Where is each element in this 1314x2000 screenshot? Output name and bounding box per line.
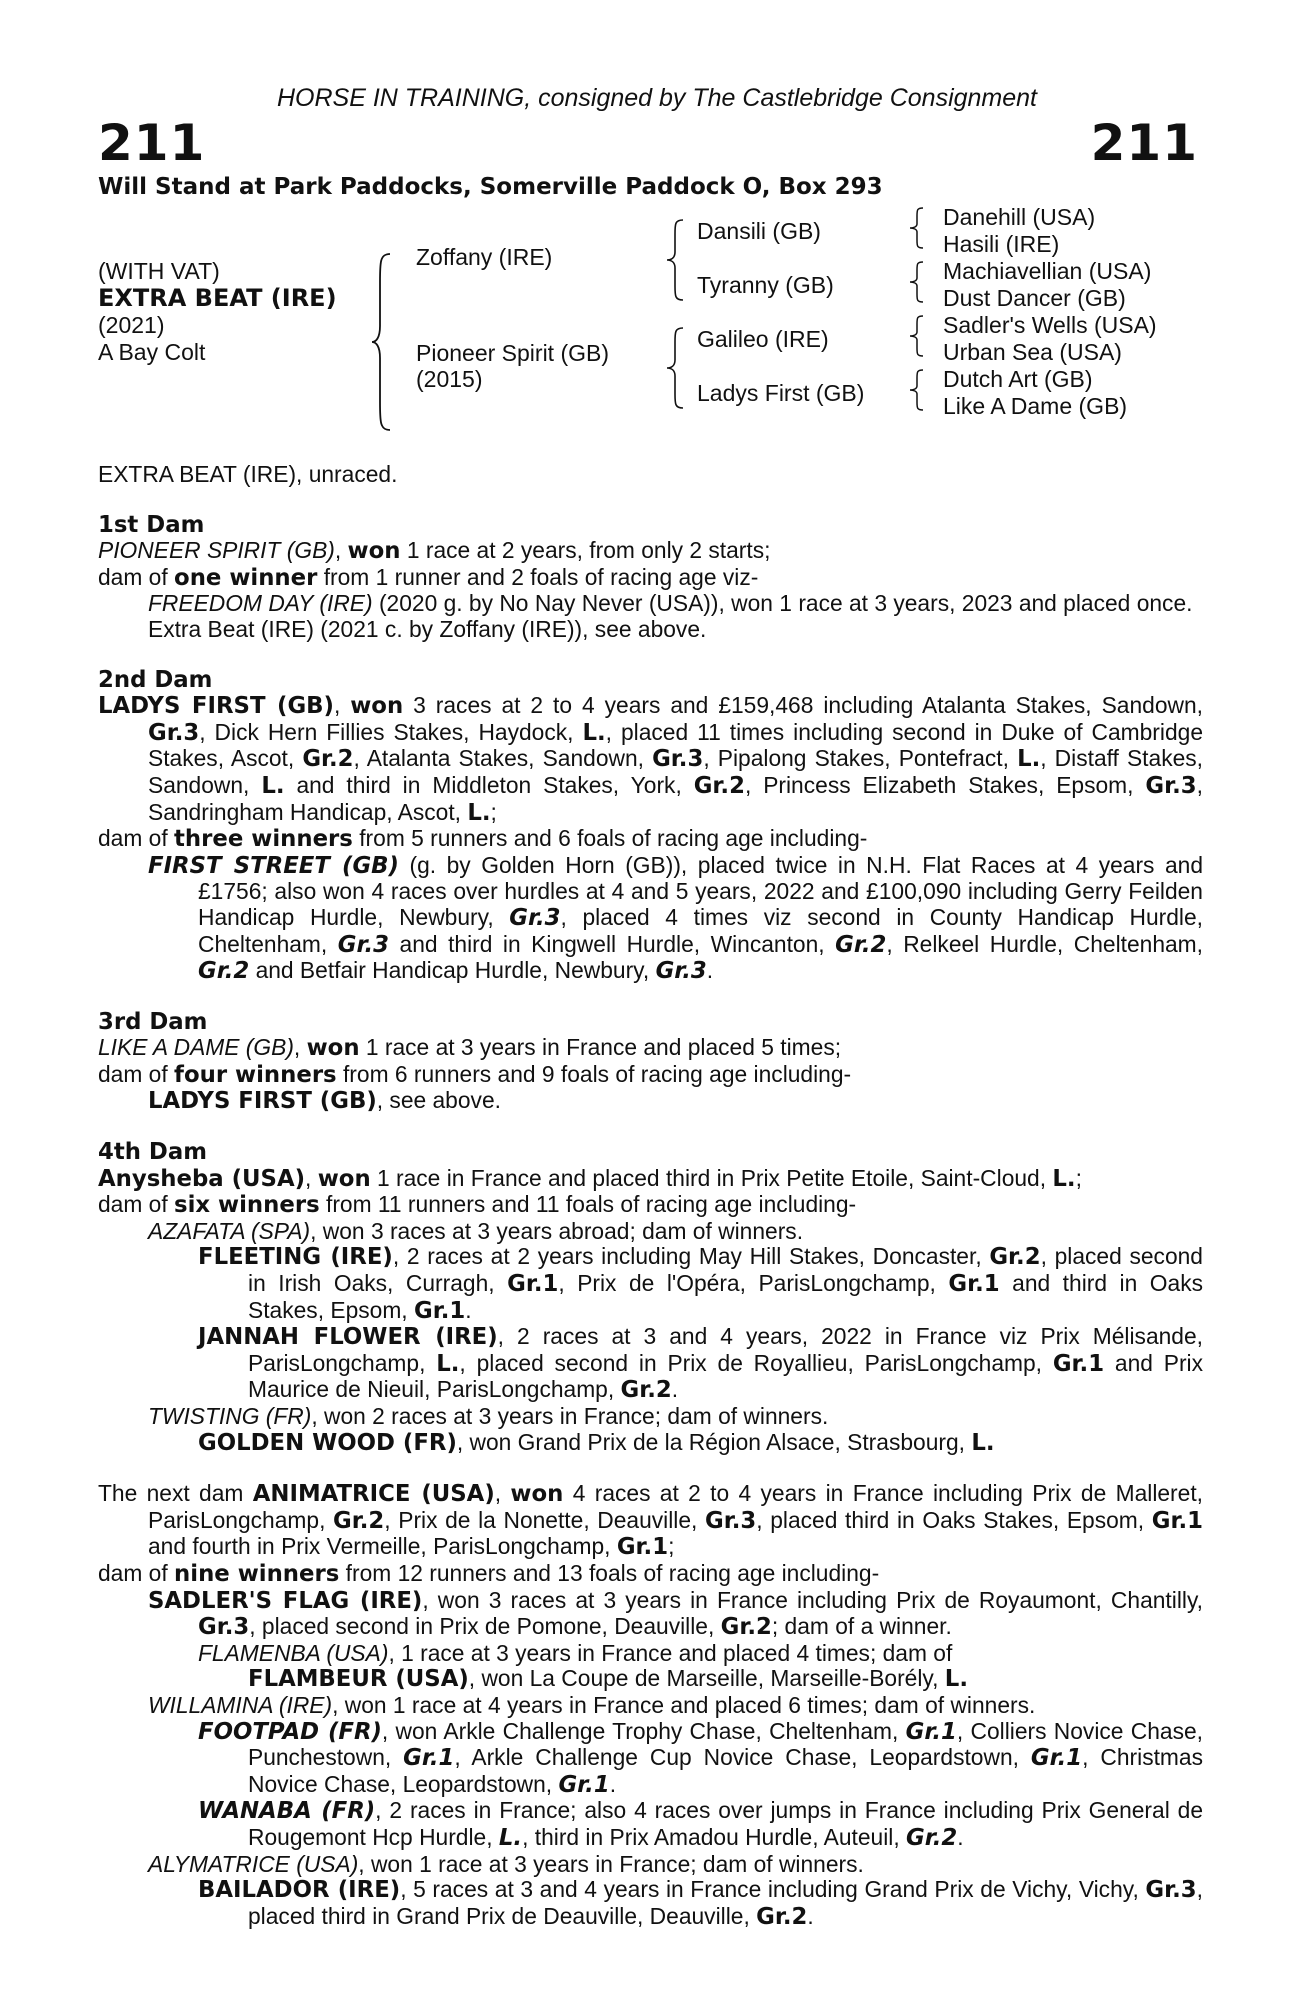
produce-entry: SADLER'S FLAG (IRE), won 3 races at 3 years in France including Prix de Royaumont, Chantilly, Gr.3, placed second in Prix de Pomone, Deauville, Gr.2; dam of a winner. — [148, 1586, 1203, 1641]
sire-sire: Dansili (GB) — [697, 218, 821, 244]
next-dam-line: The next dam ANIMATRICE (USA), won 4 races at 2 to 4 years in France including Prix de Malleret, ParisLongchamp, Gr.2, Prix de la Nonette, Deauville, Gr.3, placed third in Oaks Stakes, Epsom, Gr.1 and fourth in Prix Vermeille, ParisLongchamp, Gr.1; — [98, 1480, 1203, 1561]
second-dam-produce-line: dam of three winners from 5 runners and 6 foals of racing age including- — [98, 825, 868, 853]
produce-entry: GOLDEN WOOD (FR), won Grand Prix de la Région Alsace, Strasbourg, L. — [198, 1428, 995, 1456]
produce-entry: FLAMENBA (USA), 1 race at 3 years in France and placed 4 times; dam of FLAMBEUR (USA), won La Coupe de Marseille, Marseille-Borély, L. — [198, 1639, 968, 1693]
second-dam-line: LADYS FIRST (GB), won 3 races at 2 to 4 years and £159,468 including Atalanta Stakes, Sandown, Gr.3, Dick Hern Fillies Stakes, Haydock, L., placed 11 times including second in Duke of Cambridge Stakes, Ascot, Gr.2, Atalanta Stakes, Sandown, Gr.3, Pipalong Stakes, Pontefract, L., Distaff Stakes, Sandown, L. and third in Middleton Stakes, York, Gr.2, Princess Elizabeth Stakes, Epsom, Gr.3, Sandringham Handicap, Ascot, L.; — [98, 692, 1203, 826]
third-dam-produce-line: dam of four winners from 6 runners and 9 foals of racing age including- — [98, 1060, 852, 1088]
produce-entry: FIRST STREET (GB) (g. by Golden Horn (GB)), placed twice in N.H. Flat Races at 4 years and £1756; also won 4 races over hurdles at 4 and 5 years, 2022 and £100,090 including Gerry Feilden Handicap Hurdle, Newbury, Gr.3, placed 4 times viz second in County Handicap Hurdle, Cheltenham, Gr.3 and third in Kingwell Hurdle, Wincanton, Gr.2, Relkeel Hurdle, Cheltenham, Gr.2 and Betfair Handicap Hurdle, Newbury, Gr.3. — [148, 851, 1204, 985]
stand-location: Will Stand at Park Paddocks, Somerville Paddock O, Box 293 — [98, 174, 883, 200]
first-dam-produce-line: dam of one winner from 1 runner and 2 foals of racing age viz- — [98, 563, 759, 591]
ss-dam: Hasili (IRE) — [943, 231, 1060, 257]
first-dam-heading: 1st Dam — [98, 511, 205, 538]
fourth-dam-produce-line: dam of six winners from 11 runners and 11 foals of racing age including- — [98, 1191, 857, 1219]
sire-dam: Tyranny (GB) — [697, 272, 834, 298]
produce-entry: FREEDOM DAY (IRE) (2020 g. by No Nay Never (USA)), won 1 race at 3 years, 2023 and placed once. — [148, 590, 1193, 617]
lot-number-left: 211 — [98, 114, 206, 172]
dam-sire: Galileo (IRE) — [697, 326, 829, 352]
produce-entry: AZAFATA (SPA), won 3 races at 3 years abroad; dam of winners. — [148, 1217, 804, 1244]
sire-name: Zoffany (IRE) — [416, 244, 553, 270]
fourth-dam-line: Anysheba (USA), won 1 race in France and placed third in Prix Petite Etoile, Saint-Cloud, L.; — [98, 1164, 1082, 1192]
produce-record — [98, 462, 1203, 1930]
produce-entry: WANABA (FR), 2 races in France; also 4 races over jumps in France including Prix General de Rougemont Hcp Hurdle, L., third in Prix Amadou Hurdle, Auteuil, Gr.2. — [198, 1797, 1203, 1851]
sd-sire: Machiavellian (USA) — [943, 258, 1152, 284]
pedigree-table — [0, 202, 1314, 432]
pedigree-brace-g3-3 — [908, 314, 926, 358]
horse-name: EXTRA BEAT (IRE) — [98, 284, 337, 312]
second-dam-heading: 2nd Dam — [98, 666, 213, 693]
horse-year: (2021) — [98, 312, 165, 338]
sd-dam: Dust Dancer (GB) — [943, 285, 1126, 311]
pedigree-brace-gen1 — [370, 252, 396, 432]
dd-dam: Like A Dame (GB) — [943, 393, 1128, 419]
page-header-title: HORSE IN TRAINING, consigned by The Castlebridge Consignment — [276, 84, 1038, 112]
ds-dam: Urban Sea (USA) — [943, 339, 1122, 365]
ss-sire: Danehill (USA) — [943, 204, 1096, 230]
produce-entry: Extra Beat (IRE) (2021 c. by Zoffany (IRE)), see above. — [148, 615, 707, 642]
lot-number-right: 211 — [1090, 114, 1198, 172]
pedigree-brace-dam — [665, 326, 687, 410]
first-dam-line: PIONEER SPIRIT (GB), won 1 race at 2 years, from only 2 starts; — [98, 537, 771, 565]
produce-entry: FOOTPAD (FR), won Arkle Challenge Trophy Chase, Cheltenham, Gr.1, Colliers Novice Chase, Punchestown, Gr.1, Arkle Challenge Cup Novice Chase, Leopardstown, Gr.1, Christmas Novice Chase, Leopardstown, Gr.1. — [198, 1717, 1203, 1798]
pedigree-brace-g3-2 — [908, 260, 926, 304]
ds-sire: Sadler's Wells (USA) — [943, 312, 1157, 338]
produce-entry: LADYS FIRST (GB), see above. — [148, 1087, 501, 1115]
pedigree-brace-sire — [665, 218, 687, 302]
intro-line: EXTRA BEAT (IRE), unraced. — [98, 461, 398, 487]
produce-entry: JANNAH FLOWER (IRE), 2 races at 3 and 4 years, 2022 in France viz Prix Mélisande, ParisLongchamp, L., placed second in Prix de Royallieu, ParisLongchamp, Gr.1 and Prix Maurice de Nieuil, ParisLongchamp, Gr.2. — [198, 1323, 1204, 1404]
produce-entry: BAILADOR (IRE), 5 races at 3 and 4 years in France including Grand Prix de Vichy, Vichy, Gr.3, placed third in Grand Prix de Deauville, Deauville, Gr.2. — [198, 1876, 1203, 1930]
next-dam-produce-line: dam of nine winners from 12 runners and 13 foals of racing age including- — [98, 1559, 880, 1587]
produce-entry: WILLAMINA (IRE), won 1 race at 4 years in France and placed 6 times; dam of winners. — [148, 1691, 1036, 1718]
vat-note: (WITH VAT) — [98, 258, 220, 284]
produce-entry: TWISTING (FR), won 2 races at 3 years in France; dam of winners. — [148, 1403, 829, 1429]
produce-entry: ALYMATRICE (USA), won 1 race at 3 years in France; dam of winners. — [148, 1850, 864, 1877]
horse-description: A Bay Colt — [98, 339, 206, 365]
pedigree-brace-g3-4 — [908, 368, 926, 412]
produce-entry: FLEETING (IRE), 2 races at 2 years including May Hill Stakes, Doncaster, Gr.2, placed second in Irish Oaks, Curragh, Gr.1, Prix de l'Opéra, ParisLongchamp, Gr.1 and third in Oaks Stakes, Epsom, Gr.1. — [198, 1243, 1204, 1324]
dam-dam: Ladys First (GB) — [697, 380, 865, 406]
dam-name: Pioneer Spirit (GB) — [416, 340, 610, 366]
third-dam-heading: 3rd Dam — [98, 1008, 208, 1035]
dd-sire: Dutch Art (GB) — [943, 366, 1093, 392]
fourth-dam-heading: 4th Dam — [98, 1139, 207, 1166]
dam-year: (2015) — [416, 366, 483, 392]
third-dam-line: LIKE A DAME (GB), won 1 race at 3 years in France and placed 5 times; — [98, 1034, 842, 1062]
pedigree-brace-g3-1 — [908, 206, 926, 250]
